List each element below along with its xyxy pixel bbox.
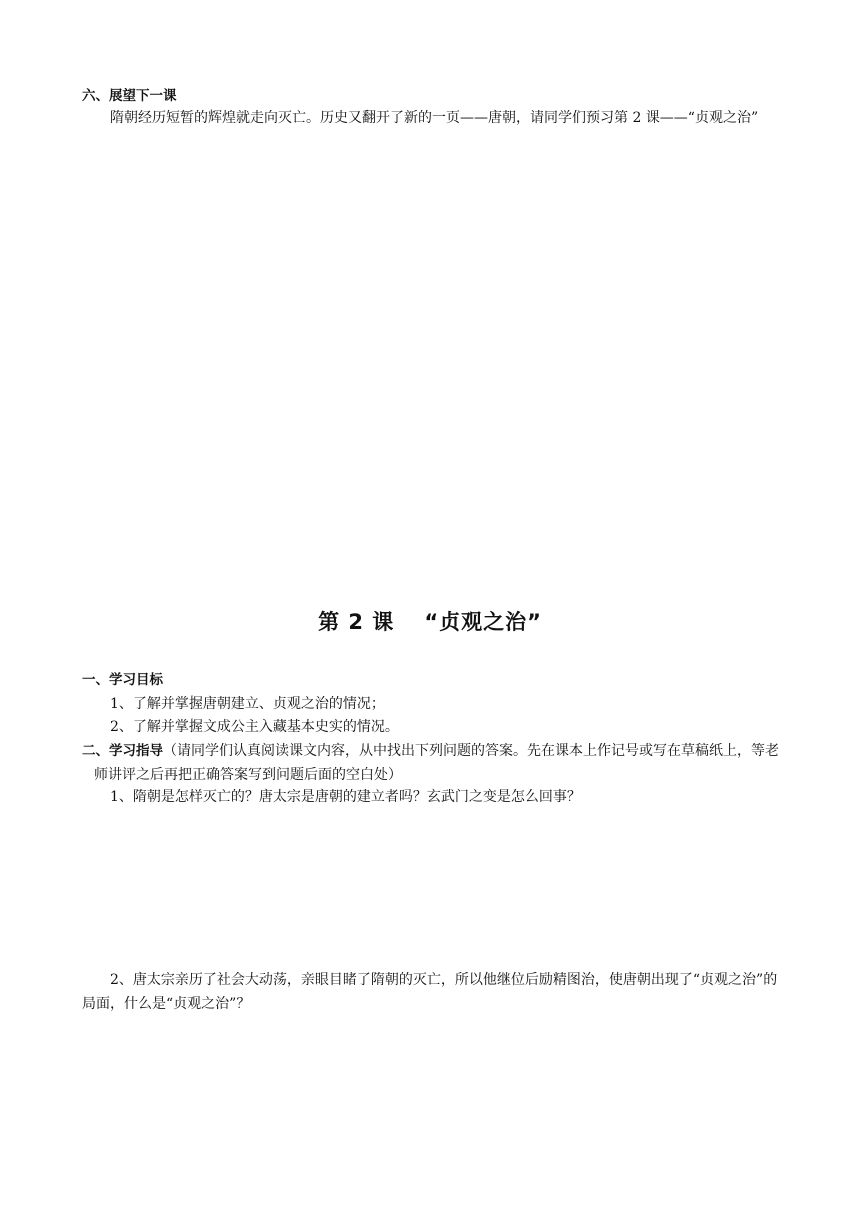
guide-intro [82, 739, 782, 787]
section6-text: 隋朝经历短暂的辉煌就走向灭亡。历史又翻开了新的一页——唐朝，请同学们预习第 2 课——“贞观之治” [110, 110, 759, 126]
guide-heading: 二、学习指导 [82, 743, 163, 759]
goals-heading: 一、学习目标 [82, 672, 163, 688]
lesson-title [0, 606, 860, 638]
guide-note: （请同学们认真阅读课文内容，从中找出下列问题的答案。先在课本上作记号或写在草稿纸上，等老师讲评之后再把正确答案写到问题后面的空白处） [94, 743, 779, 783]
lesson-number: 第 2 课 [318, 610, 395, 634]
goal-item: 2、了解并掌握文成公主入藏基本史实的情况。 [110, 719, 399, 735]
lesson-name: “贞观之治” [424, 610, 542, 634]
question-2: 2、唐太宗亲历了社会大动荡，亲眼目睹了隋朝的灭亡，所以他继位后励精图治，使唐朝出现了“贞观之治”的局面，什么是“贞观之治”？ [82, 972, 778, 1012]
section6-heading: 六、展望下一课 [82, 88, 177, 104]
goal-item: 1、了解并掌握唐朝建立、贞观之治的情况； [110, 696, 385, 712]
question-1: 1、隋朝是怎样灭亡的？唐太宗是唐朝的建立者吗？玄武门之变是怎么回事？ [110, 789, 581, 805]
